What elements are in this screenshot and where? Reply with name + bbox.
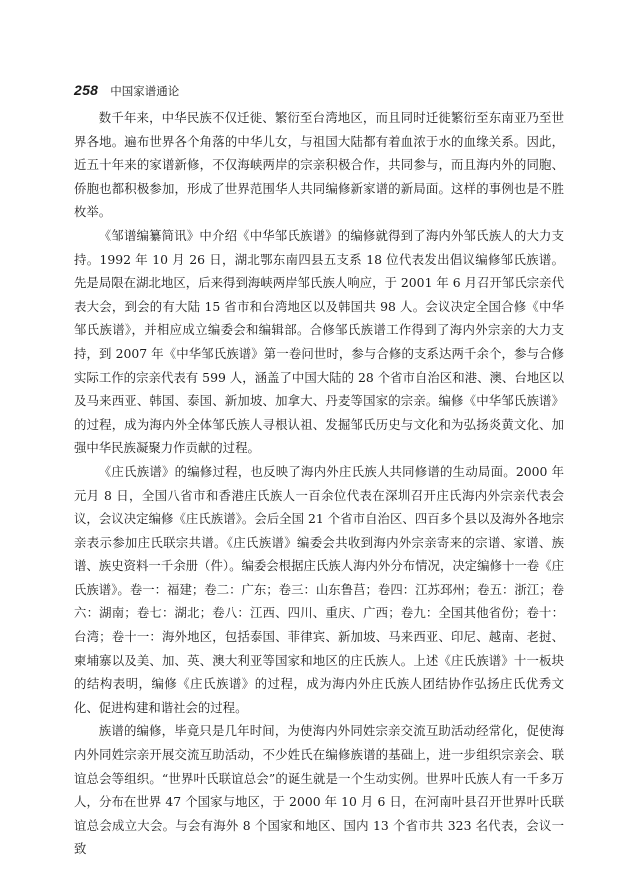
book-title: 中国家谱通论 — [110, 84, 180, 98]
paragraph: 数千年来，中华民族不仅迁徙、繁衍至台湾地区，而且同时迁徙繁衍至东南亚乃至世界各地。遍布世界各个角落的中华儿女，与祖国大陆都有着血浓于水的血缘关系。因此，近五十年来的家谱新修，不仅海峡两岸的宗亲积极合作，共同参与，而且海内外的同胞、侨胞也都积极参加，形成了世界范围华人共同编修新家谱的新局面。这样的事例也是不胜枚举。 — [74, 110, 564, 220]
paragraph: 《邹谱编纂简讯》中介绍《中华邹氏族谱》的编修就得到了海内外邹氏族人的大力支持。1992 年 10 月 26 日，湖北鄂东南四县五支系 18 位代表发出倡议编修邹氏族谱。先是局限在湖北地区，后来得到海峡两岸邹氏族人响应，于 2001 年 6 月召开邹氏宗亲代表大会，到会的有大陆 15 省市和台湾地区以及韩国共 98 人。会议决定全国合修《中华邹氏族谱》，并相应成立编委会和编辑部。合修邹氏族谱工作得到了海内外宗亲的大力支持，到 2007 年《中华邹氏族谱》第一卷问世时，参与合修的支系达两千余个，参与合修实际工作的宗亲代表有 599 人，涵盖了中国大陆的 28 个省市自治区和港、澳、台地区以及马来西亚、韩国、泰国、新加坡、加拿大、丹麦等国家的宗亲。编修《中华邹氏族谱》的过程，成为海内外全体邹氏族人寻根认祖、发掘邹氏历史与文化和为弘扬炎黄文化、加强中华民族凝聚力作贡献的过程。 — [74, 227, 564, 456]
page-number: 258 — [74, 82, 99, 98]
running-header — [74, 82, 179, 98]
paragraph: 族谱的编修，毕竟只是几年时间，为使海内外同姓宗亲交流互助活动经常化，促使海内外同姓宗亲开展交流互助活动，不少姓氏在编修族谱的基础上，进一步组织宗亲会、联谊总会等组织。“世界叶氏联谊总会”的诞生就是一个生动实例。世界叶氏族人有一千多万人，分布在世界 47 个国家与地区，于 2000 年 10 月 6 日，在河南叶县召开世界叶氏联谊总会成立大会。与会有海外 8 个国家和地区、国内 13 个省市共 323 名代表，会议一致 — [74, 723, 564, 857]
body-text — [74, 106, 564, 861]
paragraph: 《庄氏族谱》的编修过程，也反映了海内外庄氏族人共同修谱的生动局面。2000 年元月 8 日，全国八省市和香港庄氏族人一百余位代表在深圳召开庄氏海内外宗亲代表会议，会议决定编修《庄氏族谱》。会后全国 21 个省市自治区、四百多个县以及海外各地宗亲表示参加庄氏联宗共谱。《庄氏族谱》编委会共收到海内外宗亲寄来的宗谱、家谱、族谱、族史资料一千余册（件）。编委会根据庄氏族人海内外分布情况，决定编修十一卷《庄氏族谱》。卷一：福建；卷二：广东；卷三：山东鲁莒；卷四：江苏邳州；卷五：浙江；卷六：湖南；卷七：湖北；卷八：江西、四川、重庆、广西；卷九：全国其他省份；卷十：台湾；卷十一：海外地区，包括泰国、菲律宾、新加坡、马来西亚、印尼、越南、老挝、柬埔寨以及美、加、英、澳大利亚等国家和地区的庄氏族人。上述《庄氏族谱》十一板块的结构表明，编修《庄氏族谱》的过程，成为海内外庄氏族人团结协作弘扬庄氏优秀文化、促进构建和谐社会的过程。 — [74, 463, 564, 715]
